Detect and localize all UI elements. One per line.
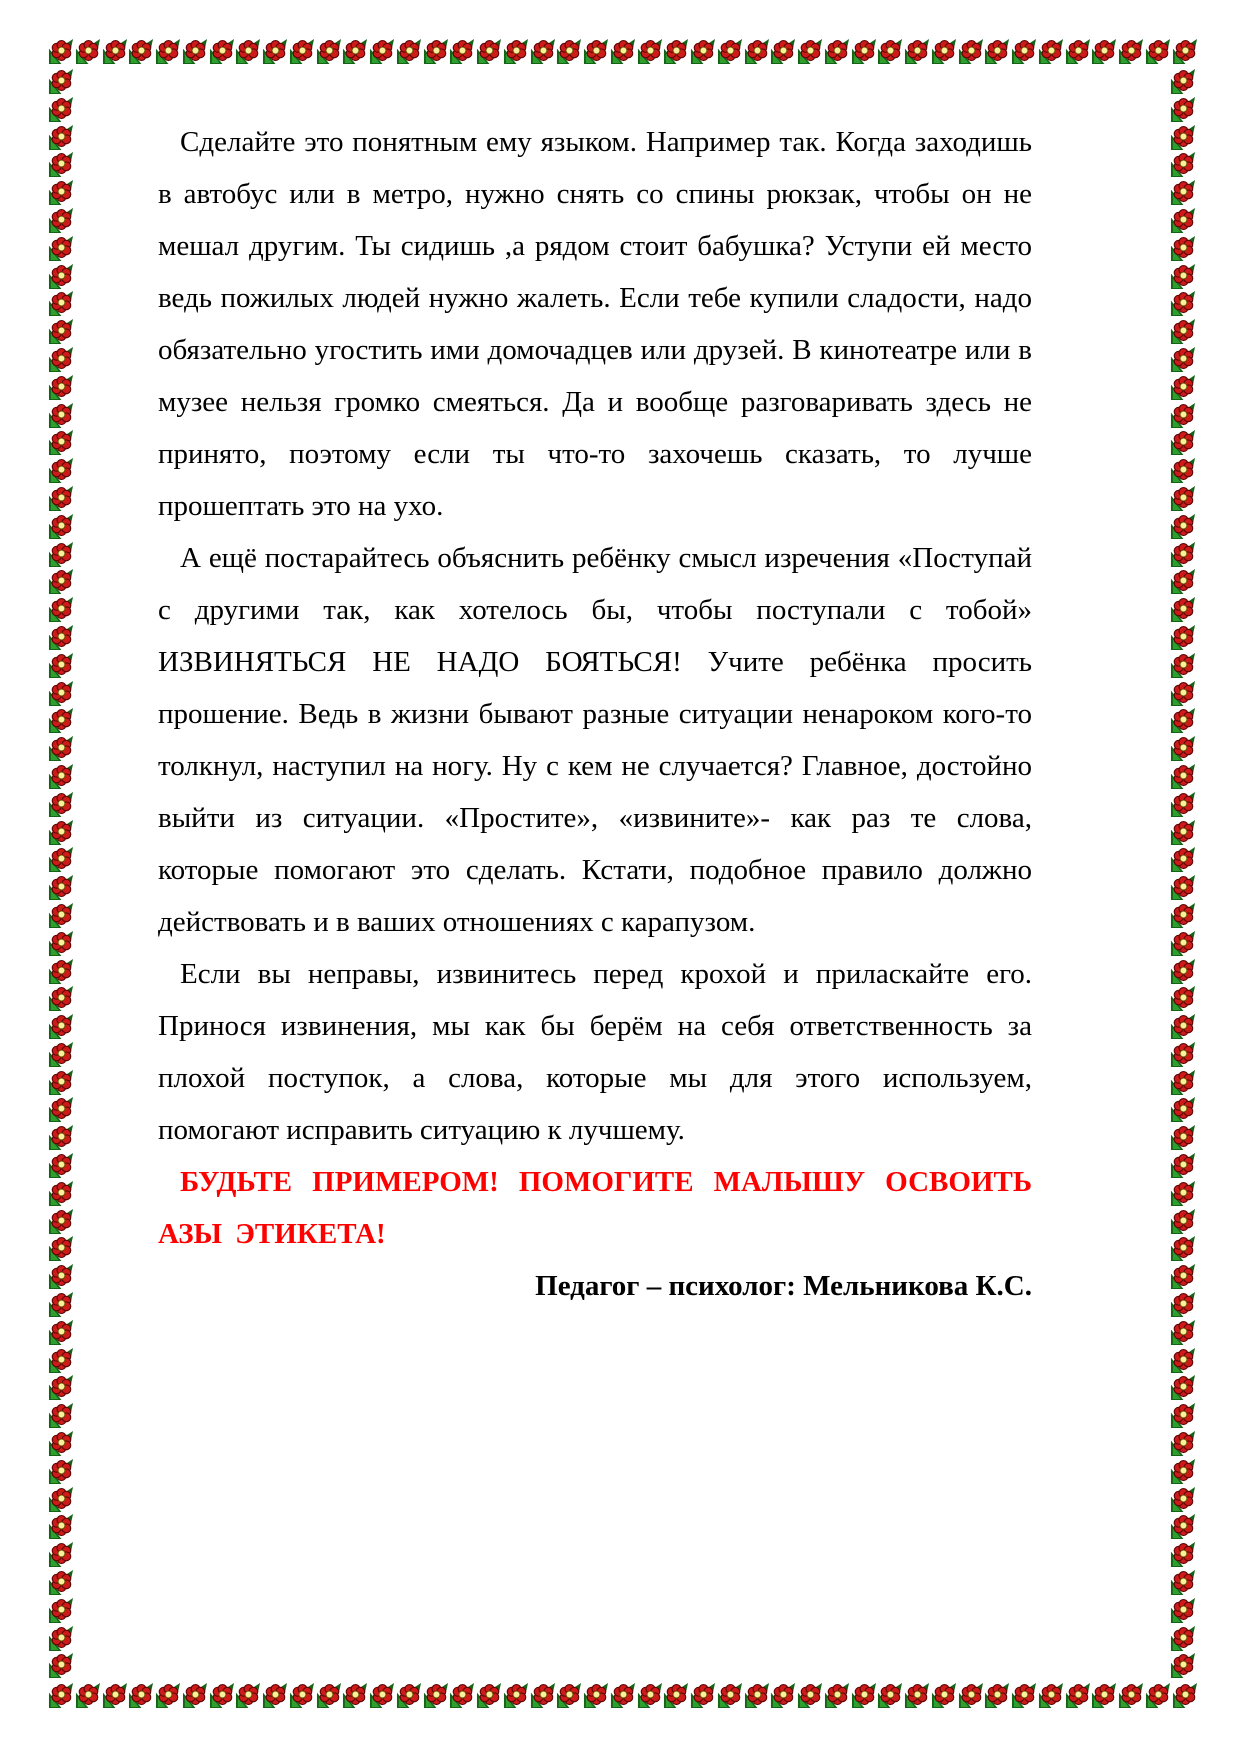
flower-icon (1170, 513, 1196, 540)
flower-icon (48, 38, 74, 65)
flower-icon (449, 1682, 475, 1709)
flower-icon (984, 38, 1010, 65)
flower-icon (1170, 124, 1196, 151)
flower-icon (690, 1682, 716, 1709)
flower-icon (48, 1430, 74, 1457)
flower-icon (904, 1682, 930, 1709)
flower-icon (1170, 151, 1196, 178)
flower-icon (503, 38, 529, 65)
flower-icon (1011, 1682, 1037, 1709)
flower-icon (1170, 1152, 1196, 1179)
flower-icon (1170, 1208, 1196, 1235)
border-top (48, 38, 1198, 66)
flower-icon (1170, 179, 1196, 206)
flower-icon (824, 38, 850, 65)
flower-icon (1170, 707, 1196, 734)
flower-icon (48, 1569, 74, 1596)
flower-icon (583, 38, 609, 65)
flower-icon (1118, 38, 1144, 65)
flower-icon (262, 38, 288, 65)
flower-icon (262, 1682, 288, 1709)
flower-icon (48, 1291, 74, 1318)
flower-icon (48, 513, 74, 540)
flower-icon (1170, 819, 1196, 846)
flower-icon (1170, 207, 1196, 234)
flower-icon (48, 791, 74, 818)
flower-icon (797, 38, 823, 65)
flower-icon (717, 1682, 743, 1709)
flower-icon (1065, 1682, 1091, 1709)
flower-icon (1170, 290, 1196, 317)
flower-icon (48, 902, 74, 929)
flower-icon (48, 485, 74, 512)
flower-icon (1170, 1180, 1196, 1207)
flower-icon (1170, 346, 1196, 373)
flower-icon (48, 930, 74, 957)
flower-icon (1170, 1458, 1196, 1485)
flower-icon (1172, 38, 1198, 65)
flower-icon (931, 1682, 957, 1709)
flower-icon (1172, 1682, 1198, 1709)
flower-icon (770, 1682, 796, 1709)
flower-icon (75, 1682, 101, 1709)
flower-icon (48, 874, 74, 901)
flower-icon (48, 596, 74, 623)
flower-icon (1170, 1597, 1196, 1624)
flower-icon (1170, 1124, 1196, 1151)
flower-icon (1145, 1682, 1171, 1709)
flower-icon (1170, 457, 1196, 484)
flower-icon (824, 1682, 850, 1709)
flower-icon (877, 1682, 903, 1709)
flower-icon (48, 457, 74, 484)
flower-icon (476, 38, 502, 65)
flower-icon (48, 735, 74, 762)
flower-icon (155, 38, 181, 65)
flower-icon (369, 1682, 395, 1709)
flower-icon (1170, 68, 1196, 95)
flower-icon (1170, 1652, 1196, 1679)
flower-icon (1170, 1625, 1196, 1652)
flower-icon (1170, 763, 1196, 790)
flower-icon (342, 1682, 368, 1709)
flower-icon (637, 38, 663, 65)
flower-icon (1170, 429, 1196, 456)
flower-icon (48, 624, 74, 651)
flower-icon (1170, 485, 1196, 512)
flower-icon (48, 1069, 74, 1096)
paragraph-1: Сделайте это понятным ему языком. Например так. Когда заходишь в автобус или в метро, нужно снять со спины рюкзак, чтобы он не мешал другим. Ты сидишь ,а рядом стоит бабушка? Уступи ей место ведь пожилых людей нужно жалеть. Если тебе купили сладости, надо обязательно угостить ими домочадцев или друзей. В кинотеатре или в музее нельзя громко смеяться. Да и вообще разговаривать здесь не принято, поэтому если ты что-то захочешь сказать, то лучше прошептать это на ухо. (158, 126, 1032, 522)
flower-icon (1170, 1347, 1196, 1374)
flower-icon (744, 38, 770, 65)
flower-icon (556, 38, 582, 65)
flower-icon (396, 38, 422, 65)
flower-icon (48, 541, 74, 568)
flower-icon (48, 1152, 74, 1179)
flower-icon (48, 1096, 74, 1123)
flower-icon (48, 346, 74, 373)
flower-icon (48, 402, 74, 429)
flower-icon (1170, 96, 1196, 123)
flower-icon (1170, 1263, 1196, 1290)
flower-icon (48, 1124, 74, 1151)
flower-icon (958, 1682, 984, 1709)
flower-icon (423, 38, 449, 65)
flower-icon (289, 1682, 315, 1709)
flower-icon (1170, 680, 1196, 707)
flower-icon (48, 707, 74, 734)
flower-icon (48, 846, 74, 873)
flower-icon (396, 1682, 422, 1709)
flower-icon (48, 1458, 74, 1485)
flower-icon (209, 1682, 235, 1709)
flower-icon (48, 1208, 74, 1235)
flower-icon (48, 68, 74, 95)
flower-icon (48, 1486, 74, 1513)
flower-icon (342, 38, 368, 65)
flower-icon (1091, 38, 1117, 65)
flower-icon (1170, 874, 1196, 901)
flower-icon (984, 1682, 1010, 1709)
flower-icon (48, 680, 74, 707)
flower-icon (958, 38, 984, 65)
flower-icon (1170, 1374, 1196, 1401)
flower-icon (1145, 38, 1171, 65)
flower-icon (48, 1541, 74, 1568)
flower-icon (1170, 1069, 1196, 1096)
flower-icon (48, 1682, 74, 1709)
highlight-paragraph: БУДЬТЕ ПРИМЕРОМ! ПОМОГИТЕ МАЛЫШУ ОСВОИТЬ АЗЫ ЭТИКЕТА! (158, 1166, 1032, 1250)
flower-icon (48, 1263, 74, 1290)
flower-icon (48, 96, 74, 123)
flower-icon (1038, 1682, 1064, 1709)
flower-icon (48, 207, 74, 234)
flower-icon (48, 958, 74, 985)
flower-icon (1170, 318, 1196, 345)
flower-icon (235, 1682, 261, 1709)
flower-icon (851, 1682, 877, 1709)
flower-icon (48, 763, 74, 790)
flower-icon (48, 1013, 74, 1040)
flower-icon (235, 38, 261, 65)
flower-icon (48, 1513, 74, 1540)
border-right (1170, 68, 1198, 1680)
flower-icon (1170, 985, 1196, 1012)
flower-icon (1170, 1569, 1196, 1596)
flower-icon (289, 38, 315, 65)
flower-icon (1170, 1486, 1196, 1513)
flower-icon (1170, 1513, 1196, 1540)
flower-icon (48, 1319, 74, 1346)
flower-icon (1170, 235, 1196, 262)
flower-icon (1091, 1682, 1117, 1709)
flower-icon (1118, 1682, 1144, 1709)
flower-icon (209, 38, 235, 65)
flower-icon (48, 429, 74, 456)
flower-icon (556, 1682, 582, 1709)
flower-icon (1170, 402, 1196, 429)
paragraph-2: А ещё постарайтесь объяснить ребёнку смысл изречения «Поступай с другими так, как хотелось бы, чтобы поступали с тобой» ИЗВИНЯТЬСЯ НЕ НАДО БОЯТЬСЯ! Учите ребёнка просить прошение. Ведь в жизни бывают разные ситуации ненароком кого-то толкнул, наступил на ногу. Ну с кем не случается? Главное, достойно выйти из ситуации. «Простите», «извините»- как раз те слова, которые помогают это сделать. Кстати, подобное правило должно действовать и в ваших отношениях с карапузом. (158, 542, 1032, 938)
flower-icon (316, 38, 342, 65)
flower-icon (423, 1682, 449, 1709)
flower-icon (48, 1652, 74, 1679)
flower-icon (476, 1682, 502, 1709)
flower-icon (48, 290, 74, 317)
document-body (158, 116, 1032, 1312)
flower-icon (1170, 930, 1196, 957)
flower-icon (717, 38, 743, 65)
flower-icon (182, 1682, 208, 1709)
flower-icon (1170, 568, 1196, 595)
flower-icon (48, 652, 74, 679)
flower-icon (1170, 1096, 1196, 1123)
flower-icon (75, 38, 101, 65)
flower-icon (48, 235, 74, 262)
flower-icon (1170, 1041, 1196, 1068)
flower-icon (48, 1180, 74, 1207)
flower-icon (1170, 1235, 1196, 1262)
flower-icon (583, 1682, 609, 1709)
flower-icon (503, 1682, 529, 1709)
flower-icon (1170, 541, 1196, 568)
flower-icon (1170, 902, 1196, 929)
flower-icon (1170, 263, 1196, 290)
flower-icon (48, 124, 74, 151)
flower-icon (48, 318, 74, 345)
flower-icon (530, 1682, 556, 1709)
flower-icon (931, 38, 957, 65)
flower-icon (1170, 652, 1196, 679)
flower-icon (48, 1235, 74, 1262)
flower-icon (1170, 1430, 1196, 1457)
flower-icon (851, 38, 877, 65)
flower-icon (530, 38, 556, 65)
border-left (48, 68, 76, 1680)
flower-icon (1170, 1541, 1196, 1568)
flower-icon (1170, 624, 1196, 651)
flower-icon (1170, 735, 1196, 762)
flower-icon (1038, 38, 1064, 65)
flower-icon (610, 1682, 636, 1709)
flower-icon (1170, 846, 1196, 873)
flower-icon (1170, 791, 1196, 818)
flower-icon (663, 38, 689, 65)
flower-icon (770, 38, 796, 65)
flower-icon (637, 1682, 663, 1709)
flower-icon (369, 38, 395, 65)
flower-icon (48, 263, 74, 290)
flower-icon (610, 38, 636, 65)
flower-icon (1170, 374, 1196, 401)
border-bottom (48, 1682, 1198, 1710)
flower-icon (1065, 38, 1091, 65)
flower-icon (48, 1625, 74, 1652)
flower-icon (663, 1682, 689, 1709)
flower-icon (48, 568, 74, 595)
flower-icon (1011, 38, 1037, 65)
flower-icon (449, 38, 475, 65)
flower-icon (102, 1682, 128, 1709)
flower-icon (1170, 596, 1196, 623)
flower-icon (904, 38, 930, 65)
flower-icon (48, 179, 74, 206)
flower-icon (128, 1682, 154, 1709)
flower-icon (744, 1682, 770, 1709)
flower-icon (48, 819, 74, 846)
flower-icon (1170, 1402, 1196, 1429)
flower-icon (48, 1402, 74, 1429)
flower-icon (182, 38, 208, 65)
flower-icon (1170, 1319, 1196, 1346)
flower-icon (48, 1347, 74, 1374)
flower-icon (48, 1597, 74, 1624)
flower-icon (690, 38, 716, 65)
paragraph-3: Если вы неправы, извинитесь перед крохой и приласкайте его. Принося извинения, мы как бы берём на себя ответственность за плохой поступок, а слова, которые мы для этого используем, помогают исправить ситуацию к лучшему. (158, 958, 1032, 1146)
flower-icon (1170, 958, 1196, 985)
flower-icon (128, 38, 154, 65)
flower-icon (102, 38, 128, 65)
flower-icon (48, 151, 74, 178)
flower-icon (48, 374, 74, 401)
flower-icon (316, 1682, 342, 1709)
flower-icon (155, 1682, 181, 1709)
flower-icon (48, 1041, 74, 1068)
flower-icon (797, 1682, 823, 1709)
flower-icon (1170, 1291, 1196, 1318)
flower-icon (48, 985, 74, 1012)
signature: Педагог – психолог: Мельникова К.С. (535, 1270, 1032, 1302)
flower-icon (48, 1374, 74, 1401)
flower-icon (1170, 1013, 1196, 1040)
flower-icon (877, 38, 903, 65)
